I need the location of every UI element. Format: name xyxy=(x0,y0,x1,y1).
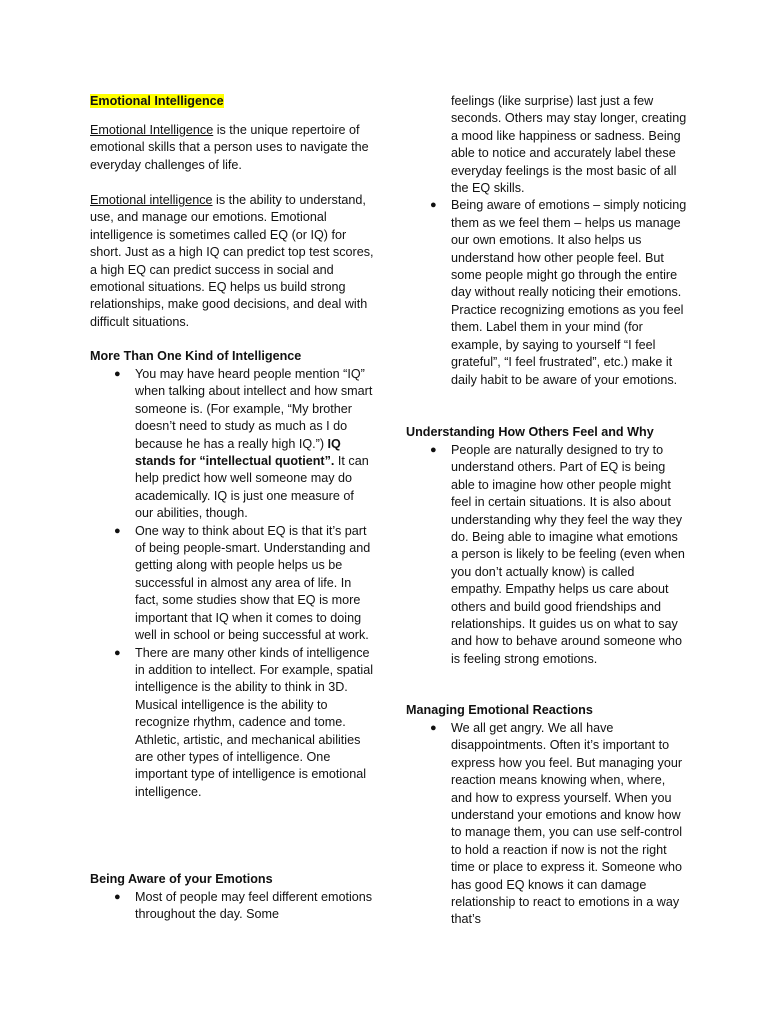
bullet-text: There are many other kinds of intelligence in addition to intellect. For example, spatial intelligence is the ability to think in 3D. Musical intelligence is the ability to recognize rhythm, cadence and tome. Athletic, artistic, and mechanical abilities are other types of intelligence. One important type of intelligence is emotional intelligence. xyxy=(135,645,374,799)
list-item xyxy=(90,645,375,802)
list-item xyxy=(90,889,375,924)
bullet-icon: ● xyxy=(114,368,121,380)
section-list-awareness xyxy=(90,889,375,924)
list-item xyxy=(406,197,688,388)
document-title xyxy=(90,93,224,110)
bullet-text: We all get angry. We all have disappointments. Often it’s important to express how you feel. But managing your reaction means knowing when, where, and how to express yourself. When you understand your emotions and know how to manage them, you can use self-control to hold a reaction if now is not the right time or place to express it. Someone who has good EQ knows it can damage relationship to react to emotions in a way that’s xyxy=(451,721,683,927)
bullet-text: Being aware of emotions – simply noticing them as we feel them – helps us manage our own emotions. It also helps us understand how other people feel. But some people might go through the entire day without really noticing their emotions. Practice recognizing emotions as you feel them. Label them in your mind (for example, by saying to yourself “I feel grateful”, “I feel frustrated”, etc.) make it daily habit to be aware of your emotions. xyxy=(451,198,687,387)
title-highlight: Emotional Intelligence xyxy=(90,94,224,108)
list-item xyxy=(406,720,688,929)
bullet-text: People are naturally designed to try to understand others. Part of EQ is being able to imagine how other people might feel in certain situations. It is also about understanding why they feel the way they do. Being able to imagine what emotions a person is likely to be feeling (even when you don’t actually know) is called empathy. Empathy helps us care about others and build good friendships and relationships. It guides us on what to say and how to behave around someone who is feeling strong emotions. xyxy=(451,443,685,666)
intro-text-1: is the unique repertoire of emotional skills that a person uses to navigate the everyday challenges of life. xyxy=(90,123,369,172)
intro-term-2: Emotional intelligence xyxy=(90,193,213,207)
section-list-awareness-cont xyxy=(406,93,688,389)
bullet-text: feelings (like surprise) last just a few seconds. Others may stay longer, creating a mood like happiness or sadness. Being able to notice and accurately label these everyday feelings is the most basic of all the EQ skills. xyxy=(451,94,687,196)
list-item xyxy=(406,442,688,668)
bullet-icon: ● xyxy=(114,646,121,659)
bullet-text-cont: It can help predict how well someone may do academically. IQ is just one measure of our abilities, though. xyxy=(135,454,369,521)
list-item xyxy=(90,523,375,645)
section-list-others xyxy=(406,442,688,668)
list-item xyxy=(90,366,375,523)
bullet-icon: ● xyxy=(114,891,121,903)
bullet-text: Most of people may feel different emotions throughout the day. Some xyxy=(135,890,373,922)
section-heading-intelligence: More Than One Kind of Intelligence xyxy=(90,349,302,363)
section-list-intelligence xyxy=(90,366,375,801)
list-item xyxy=(406,93,688,197)
bullet-icon: ● xyxy=(430,444,437,456)
intro-term-1: Emotional Intelligence xyxy=(90,123,214,137)
bullet-icon: ● xyxy=(430,199,437,212)
bullet-text: One way to think about EQ is that it’s part of being people-smart. Understanding and getting along with people helps us be successful in almost any area of life. In fact, some studies show that EQ is more important that IQ when it comes to doing well in school or being successful at work. xyxy=(135,523,371,643)
bullet-icon: ● xyxy=(114,524,121,537)
section-heading-awareness: Being Aware of your Emotions xyxy=(90,872,273,886)
intro-paragraph-1 xyxy=(90,122,375,174)
bullet-text: You may have heard people mention “IQ” when talking about intellect and how smart someone is. (For example, “My brother doesn’t need to study as much as I do because he has a really high IQ.”) xyxy=(135,367,373,451)
bullet-icon: ● xyxy=(430,722,437,734)
intro-paragraph-2 xyxy=(90,192,375,331)
section-list-managing xyxy=(406,720,688,929)
intro-text-2: is the ability to understand, use, and manage our emotions. Emotional intelligence is sometimes called EQ (or IQ) for short. Just as a high IQ can predict top test scores, a high EQ can predict success in social and emotional situations. EQ helps us build strong relationships, make good decisions, and deal with difficult situations. xyxy=(90,193,374,329)
section-heading-others: Understanding How Others Feel and Why xyxy=(406,425,654,439)
bullet-bold-text: IQ stands for “intellectual quotient”. xyxy=(135,436,341,469)
section-heading-managing: Managing Emotional Reactions xyxy=(406,703,593,717)
